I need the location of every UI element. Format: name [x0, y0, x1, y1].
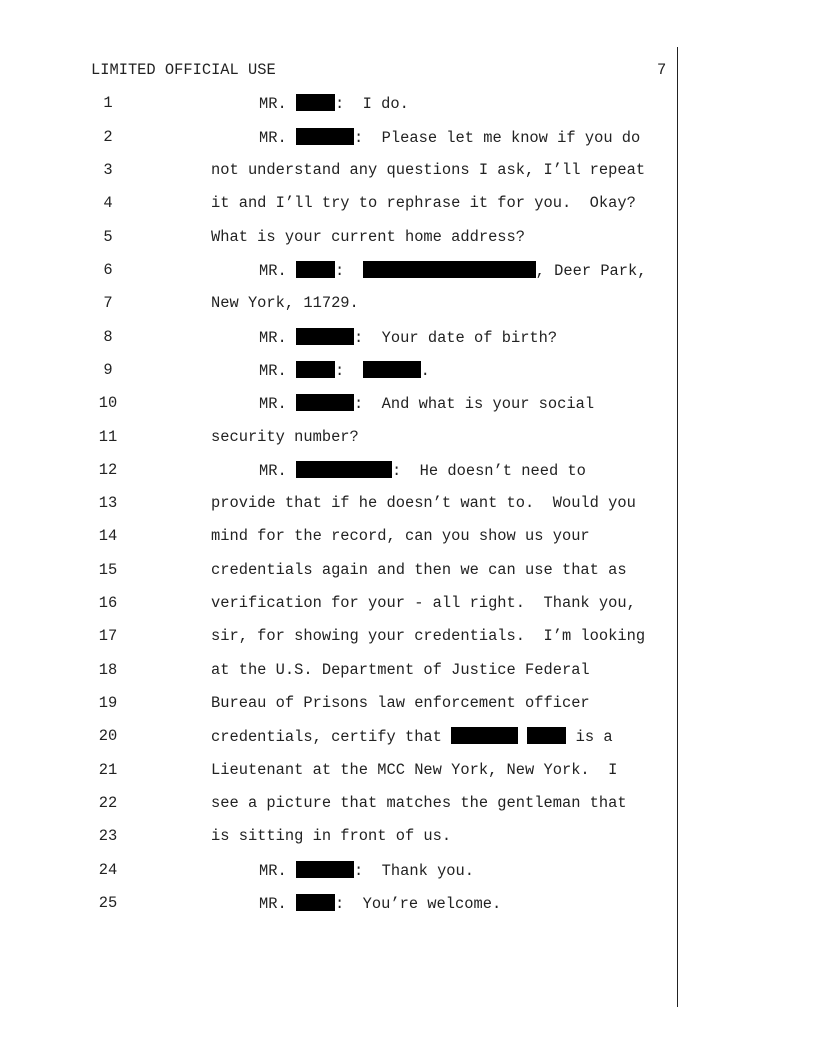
transcript-line	[0, 294, 676, 314]
line-text: What is your current home address?	[211, 228, 526, 246]
redaction-block	[296, 361, 335, 378]
transcript-line	[0, 328, 676, 348]
line-number: 17	[98, 627, 118, 645]
line-number: 14	[98, 527, 118, 545]
transcript-line	[0, 694, 676, 714]
line-text	[259, 261, 647, 280]
redaction-block	[296, 128, 354, 145]
line-text: it and I’ll try to rephrase it for you. Okay?	[211, 194, 636, 212]
transcript-line	[0, 661, 676, 681]
text-segment: : Thank you.	[353, 862, 475, 880]
line-number: 10	[98, 394, 118, 412]
redaction-block	[296, 861, 354, 878]
line-text	[259, 361, 430, 380]
text-segment: .	[420, 362, 430, 380]
text-segment: MR.	[259, 895, 296, 913]
line-number: 1	[103, 94, 113, 112]
page-number: 7	[657, 61, 667, 79]
line-text: Bureau of Prisons law enforcement officer	[211, 694, 590, 712]
text-segment: MR.	[259, 95, 296, 113]
line-number: 16	[98, 594, 118, 612]
line-text: see a picture that matches the gentleman that	[211, 794, 627, 812]
redaction-block	[296, 894, 335, 911]
line-text	[259, 394, 594, 413]
transcript-line	[0, 361, 676, 381]
transcript-line	[0, 261, 676, 281]
transcript-line	[0, 594, 676, 614]
redaction-block	[451, 727, 518, 744]
line-text	[259, 128, 640, 147]
line-text: at the U.S. Department of Justice Federal	[211, 661, 590, 679]
line-text: sir, for showing your credentials. I’m looking	[211, 627, 646, 645]
text-segment: : Please let me know if you do	[353, 129, 641, 147]
line-text	[211, 727, 613, 746]
transcript-line	[0, 94, 676, 114]
text-segment: MR.	[259, 262, 296, 280]
redaction-block	[363, 361, 421, 378]
text-segment	[518, 728, 527, 746]
line-text: security number?	[211, 428, 359, 446]
text-segment: : You’re welcome.	[334, 895, 502, 913]
line-number: 11	[98, 428, 118, 446]
line-number: 20	[98, 727, 118, 745]
text-segment: is a	[566, 728, 613, 746]
line-number: 19	[98, 694, 118, 712]
classification-marking: LIMITED OFFICIAL USE	[91, 61, 276, 79]
transcript-line	[0, 161, 676, 181]
line-number: 24	[98, 861, 118, 879]
line-text: not understand any questions I ask, I’ll repeat	[211, 161, 646, 179]
text-segment: : Your date of birth?	[353, 329, 558, 347]
line-number: 6	[103, 261, 113, 279]
transcript-line	[0, 894, 676, 914]
transcript-line	[0, 194, 676, 214]
line-number: 2	[103, 128, 113, 146]
transcript-line	[0, 761, 676, 781]
line-number: 18	[98, 661, 118, 679]
transcript-line	[0, 394, 676, 414]
text-segment: MR.	[259, 462, 296, 480]
redaction-block	[363, 261, 536, 278]
line-text: New York, 11729.	[211, 294, 359, 312]
line-number: 15	[98, 561, 118, 579]
text-segment: MR.	[259, 329, 296, 347]
line-number: 25	[98, 894, 118, 912]
text-segment: credentials, certify that	[211, 728, 452, 746]
redaction-block	[296, 461, 392, 478]
line-text: provide that if he doesn’t want to. Would you	[211, 494, 636, 512]
transcript-line	[0, 494, 676, 514]
redaction-block	[296, 394, 354, 411]
line-number: 4	[103, 194, 113, 212]
text-segment: MR.	[259, 362, 296, 380]
line-number: 8	[103, 328, 113, 346]
line-text: credentials again and then we can use that as	[211, 561, 627, 579]
line-text: mind for the record, can you show us your	[211, 527, 590, 545]
text-segment: :	[334, 362, 363, 380]
transcript-line	[0, 461, 676, 481]
transcript-line	[0, 727, 676, 747]
line-number: 23	[98, 827, 118, 845]
text-segment: : He doesn’t need to	[391, 462, 586, 480]
line-number: 21	[98, 761, 118, 779]
line-number: 9	[103, 361, 113, 379]
line-text	[259, 461, 586, 480]
line-text: Lieutenant at the MCC New York, New York. I	[211, 761, 618, 779]
transcript-line	[0, 428, 676, 448]
redaction-block	[296, 328, 354, 345]
text-segment: : And what is your social	[353, 395, 595, 413]
transcript-line	[0, 861, 676, 881]
text-segment: , Deer Park,	[535, 262, 647, 280]
transcript-line	[0, 827, 676, 847]
text-segment: MR.	[259, 395, 296, 413]
line-text	[259, 328, 557, 347]
transcript-line	[0, 627, 676, 647]
transcript-line	[0, 794, 676, 814]
transcript-line	[0, 561, 676, 581]
redaction-block	[296, 261, 335, 278]
line-text	[259, 894, 501, 913]
transcript-line	[0, 228, 676, 248]
line-number: 12	[98, 461, 118, 479]
transcript-line	[0, 527, 676, 547]
right-margin-rule	[677, 47, 678, 1007]
text-segment: MR.	[259, 862, 296, 880]
transcript-line	[0, 128, 676, 148]
line-number: 7	[103, 294, 113, 312]
text-segment: : I do.	[334, 95, 409, 113]
redaction-block	[527, 727, 566, 744]
line-text	[259, 94, 409, 113]
line-text: is sitting in front of us.	[211, 827, 452, 845]
redaction-block	[296, 94, 335, 111]
text-segment: :	[334, 262, 363, 280]
line-number: 13	[98, 494, 118, 512]
line-number: 5	[103, 228, 113, 246]
line-text: verification for your - all right. Thank you,	[211, 594, 636, 612]
text-segment: MR.	[259, 129, 296, 147]
line-text	[259, 861, 474, 880]
line-number: 22	[98, 794, 118, 812]
line-number: 3	[103, 161, 113, 179]
